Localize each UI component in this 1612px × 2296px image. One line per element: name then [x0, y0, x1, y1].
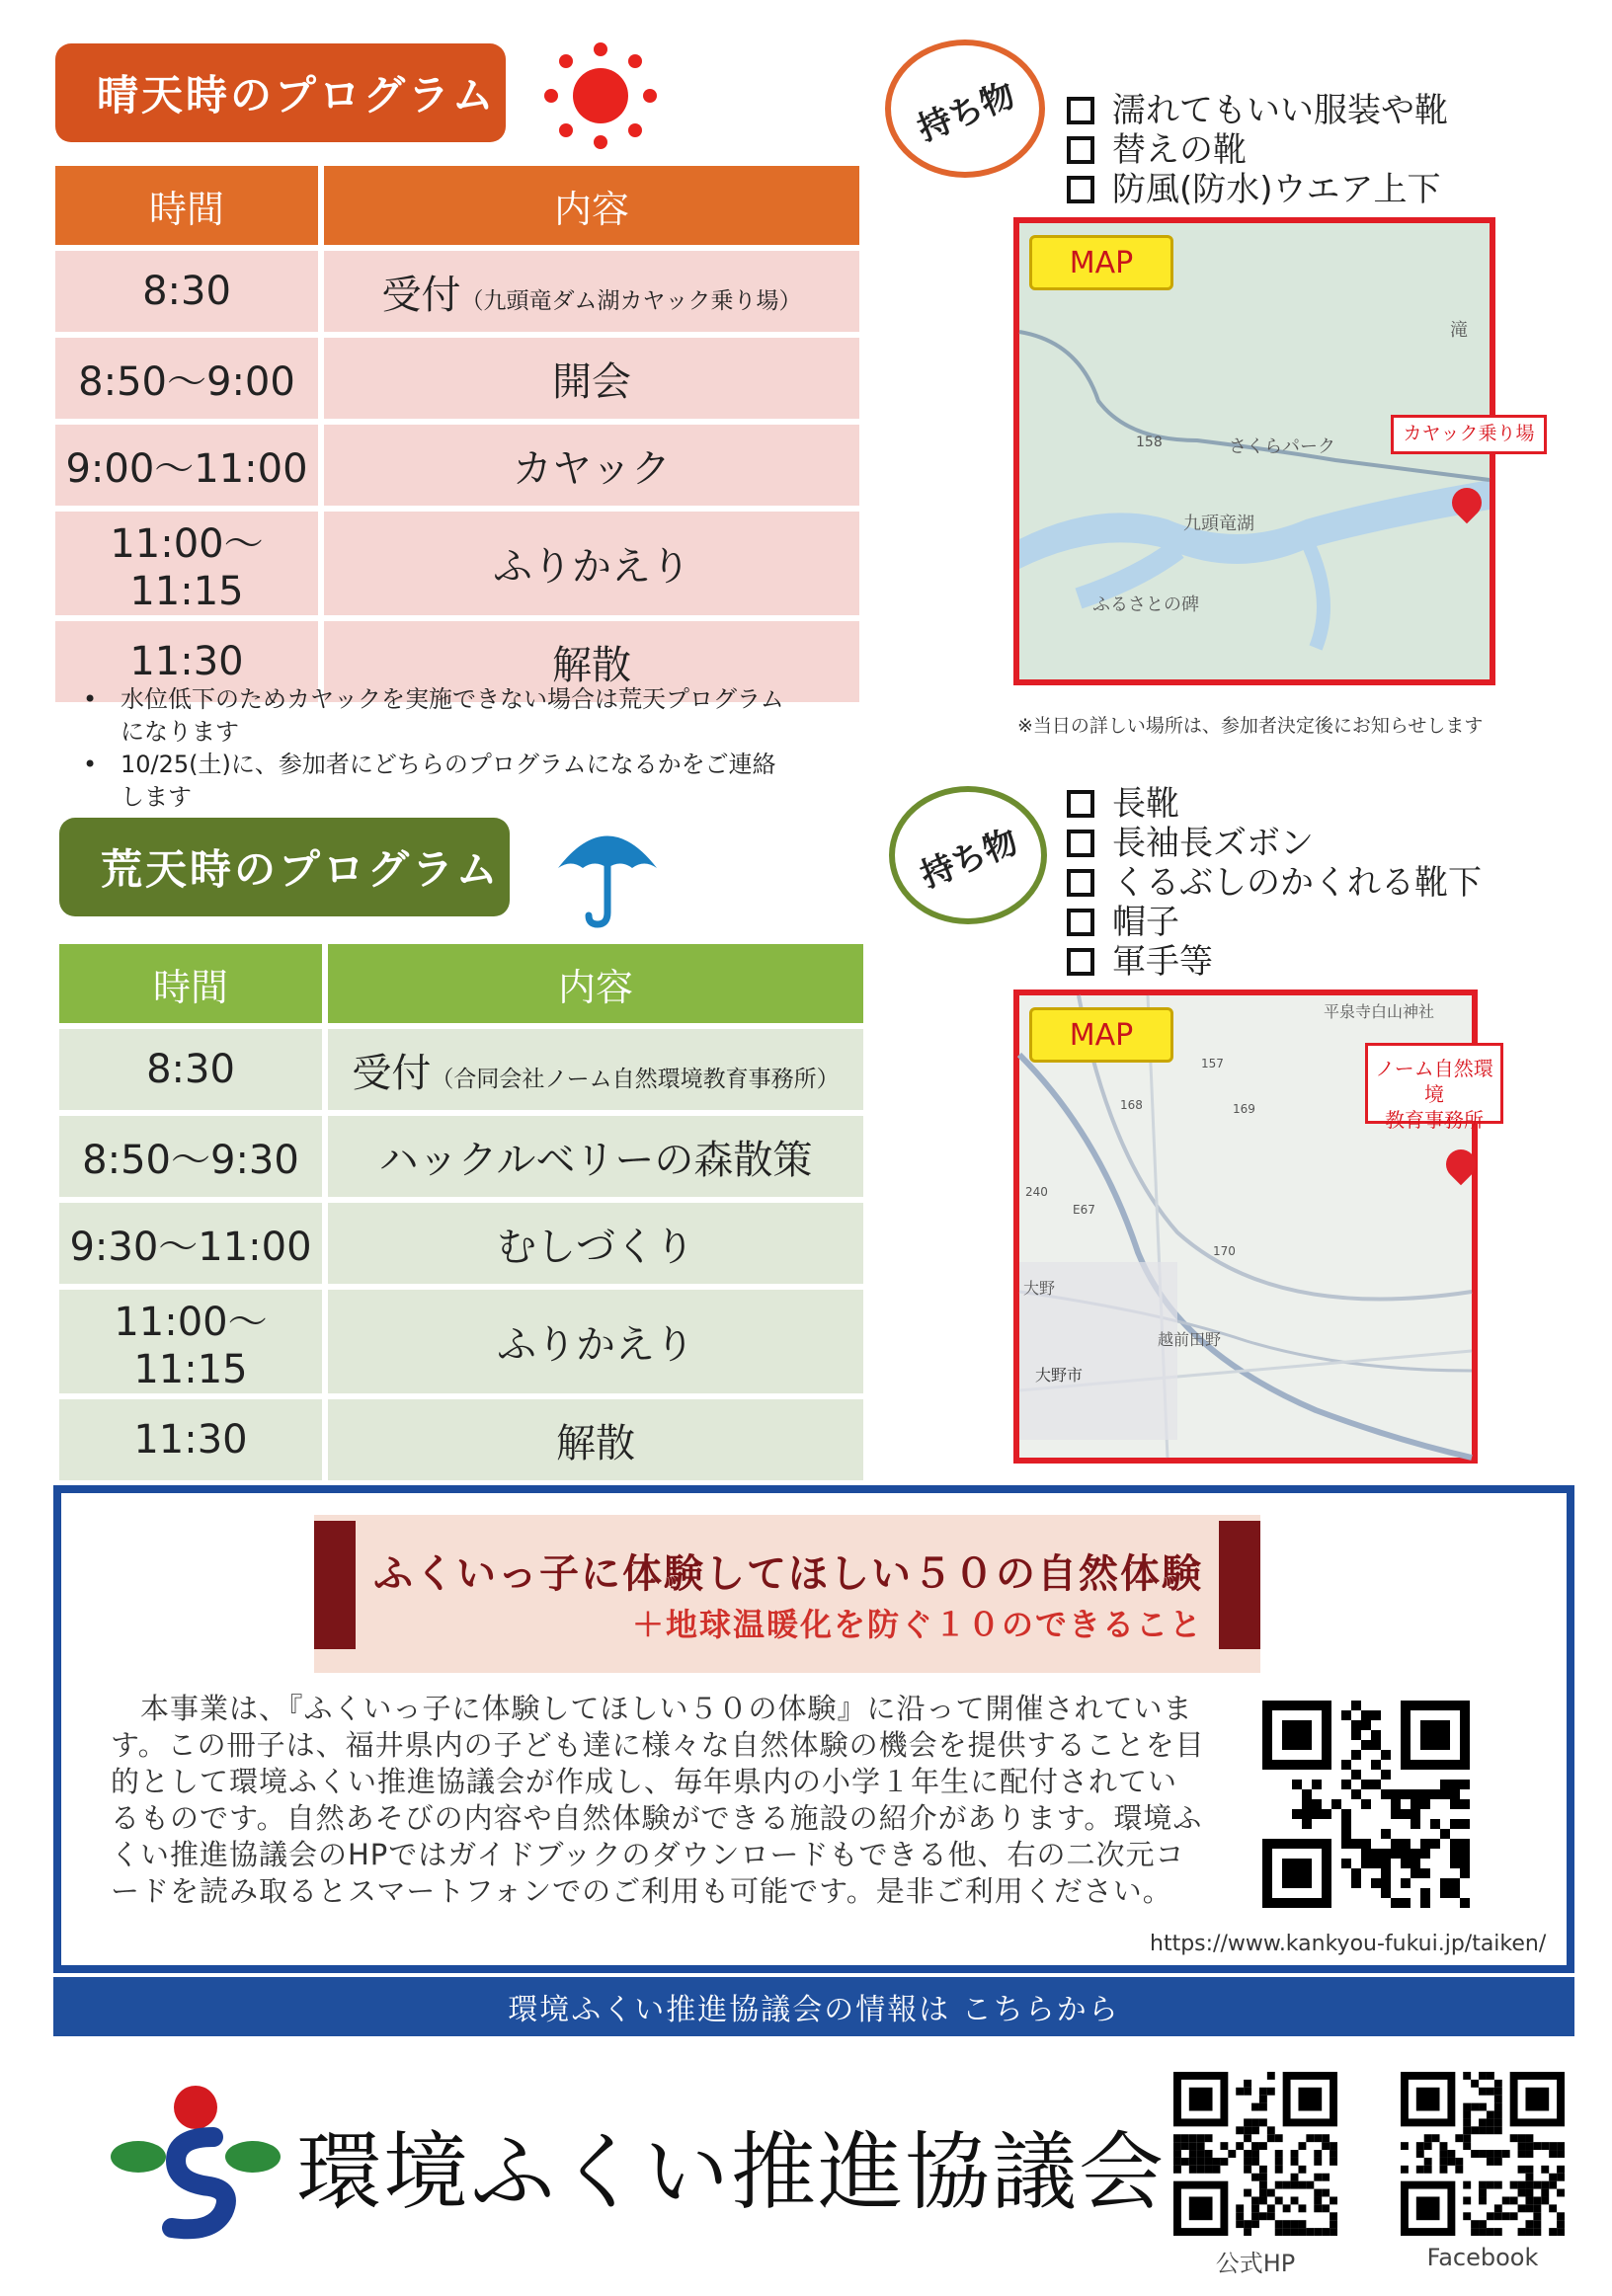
time-cell: 9:30～11:00 — [59, 1203, 328, 1284]
list-item: くるぶしのかくれる靴下 — [1067, 863, 1482, 903]
list-item: 長靴 — [1067, 784, 1482, 824]
content-cell: 解散 — [328, 1399, 863, 1480]
note-item: • 水位低下のためカヤックを実施できない場合は荒天プログラムになります — [79, 683, 790, 749]
table-row — [55, 251, 859, 332]
sunny-program-title: 晴天時のプログラム — [55, 43, 506, 142]
header-content: 内容 — [328, 944, 863, 1023]
content-cell: ふりかえり — [324, 512, 859, 615]
content-cell: 受付（九頭竜ダム湖カヤック乗り場） — [324, 251, 859, 332]
map-label: 157 — [1201, 1057, 1224, 1070]
table-row — [59, 1029, 863, 1110]
checkbox-icon — [1067, 909, 1094, 936]
checkbox-icon — [1067, 869, 1094, 897]
time-cell: 8:30 — [55, 251, 324, 332]
time-cell: 8:50～9:30 — [59, 1116, 328, 1197]
guidebook-banner — [314, 1515, 1260, 1673]
list-item: 濡れてもいい服装や靴 — [1067, 91, 1448, 130]
checkbox-icon — [1067, 830, 1094, 857]
map-label: 大野市 — [1035, 1366, 1084, 1385]
kayak-callout: カヤック乗り場 — [1391, 415, 1547, 454]
table-row — [59, 1290, 863, 1393]
map-office — [1013, 990, 1493, 1464]
qr-label-facebook: Facebook — [1426, 2244, 1539, 2271]
checkbox-icon — [1067, 136, 1094, 164]
map-tag: MAP — [1029, 235, 1173, 290]
content-cell: ハックルベリーの森散策 — [328, 1116, 863, 1197]
map-label: 170 — [1213, 1244, 1236, 1258]
bring-items-list-rainy — [1067, 784, 1482, 982]
guidebook-url[interactable]: https://www.kankyou-fukui.jp/taiken/ — [1150, 1932, 1547, 1956]
bring-items-badge: 持ち物 — [889, 786, 1047, 924]
list-item: 軍手等 — [1067, 942, 1482, 982]
header-time: 時間 — [55, 166, 324, 245]
time-cell: 11:30 — [59, 1399, 328, 1480]
banner-bar-left — [314, 1521, 356, 1649]
header-content: 内容 — [324, 166, 859, 245]
table-row — [59, 1203, 863, 1284]
info-bar: 環境ふくい推進協議会の情報は こちらから — [53, 1977, 1574, 2036]
banner-title: ふくいっ子に体験してほしい５０の自然体験 — [373, 1551, 1203, 1597]
sunny-notes — [79, 683, 790, 814]
bring-items-badge: 持ち物 — [885, 40, 1045, 178]
table-row — [59, 1399, 863, 1480]
list-item: 帽子 — [1067, 903, 1482, 942]
content-cell: ふりかえり — [328, 1290, 863, 1393]
time-cell: 11:30 — [55, 621, 324, 702]
time-cell: 8:50～9:00 — [55, 338, 324, 419]
table-row — [55, 425, 859, 506]
organization-name: 環境ふくい推進協議会 — [296, 2123, 1166, 2222]
map-label: 169 — [1233, 1102, 1255, 1116]
qr-code-icon[interactable] — [1401, 2072, 1565, 2236]
sunny-schedule-table — [55, 160, 859, 708]
map-label: 滝 — [1450, 320, 1468, 341]
map-tag: MAP — [1029, 1007, 1173, 1063]
content-cell: カヤック — [324, 425, 859, 506]
qr-code-icon[interactable] — [1173, 2072, 1337, 2236]
rainy-program-title: 荒天時のプログラム — [59, 818, 510, 916]
checkbox-icon — [1067, 97, 1094, 124]
content-cell: 開会 — [324, 338, 859, 419]
checkbox-icon — [1067, 176, 1094, 203]
table-row — [59, 1116, 863, 1197]
banner-subtitle: ＋地球温暖化を防ぐ１０のできること — [631, 1606, 1203, 1643]
checkbox-icon — [1067, 948, 1094, 976]
sun-icon — [541, 41, 660, 150]
map-label: 158 — [1136, 435, 1163, 450]
qr-code-icon[interactable] — [1262, 1701, 1470, 1908]
content-cell: 受付（合同会社ノーム自然環境教育事務所） — [328, 1029, 863, 1110]
content-cell: むしづくり — [328, 1203, 863, 1284]
rainy-schedule-table — [59, 938, 863, 1486]
list-item: 防風(防水)ウエア上下 — [1067, 170, 1448, 209]
map-label: ふるさとの碑 — [1092, 594, 1199, 615]
banner-bar-right — [1219, 1521, 1260, 1649]
time-cell: 9:00～11:00 — [55, 425, 324, 506]
organization-logo-icon — [107, 2080, 284, 2238]
map-label: 大野 — [1023, 1279, 1056, 1298]
checkbox-icon — [1067, 790, 1094, 818]
map-note: ※当日の詳しい場所は、参加者決定後にお知らせします — [1017, 715, 1484, 737]
bring-items-list-sunny — [1067, 91, 1448, 209]
time-cell: 8:30 — [59, 1029, 328, 1110]
map-label: 越前田野 — [1158, 1330, 1222, 1349]
map-label: 168 — [1120, 1098, 1143, 1112]
table-row — [55, 338, 859, 419]
note-item: • 10/25(土)に、参加者にどちらのプログラムになるかをご連絡します — [79, 749, 790, 814]
list-item: 長袖長ズボン — [1067, 824, 1482, 863]
office-callout: ノーム自然環境 教育事務所 — [1365, 1043, 1503, 1124]
list-item: 替えの靴 — [1067, 130, 1448, 170]
header-time: 時間 — [59, 944, 328, 1023]
time-cell: 11:00～11:15 — [55, 512, 324, 615]
map-label: E67 — [1073, 1203, 1095, 1217]
table-row — [55, 512, 859, 615]
map-label: さくらパーク — [1229, 436, 1335, 457]
map-kayak — [1013, 217, 1535, 685]
umbrella-icon — [553, 814, 662, 932]
map-label: 平泉寺白山神社 — [1324, 1002, 1435, 1021]
qr-label-hp: 公式HP — [1215, 2250, 1296, 2277]
map-label: 240 — [1025, 1185, 1048, 1199]
map-label: 九頭竜湖 — [1183, 514, 1254, 534]
description-text: 本事業は、『ふくいっ子に体験してほしい５０の体験』に沿って開催されています。この冊子は、福井県内の子ども達に様々な自然体験の機会を提供することを目的として環境ふくい推進協議会が作成し、毎年県内の小学１年生に配付されているものです。自然あそびの内容や自然体験ができる施設の紹介があります。環境ふくい推進協議会のHPではガイドブックのダウンロードもできる他、右の二次元コードを読み取るとスマートフォンでのご利用も可能です。是非ご利用ください。 — [111, 1692, 1205, 1908]
content-cell: 解散 — [324, 621, 859, 702]
time-cell: 11:00～11:15 — [59, 1290, 328, 1393]
